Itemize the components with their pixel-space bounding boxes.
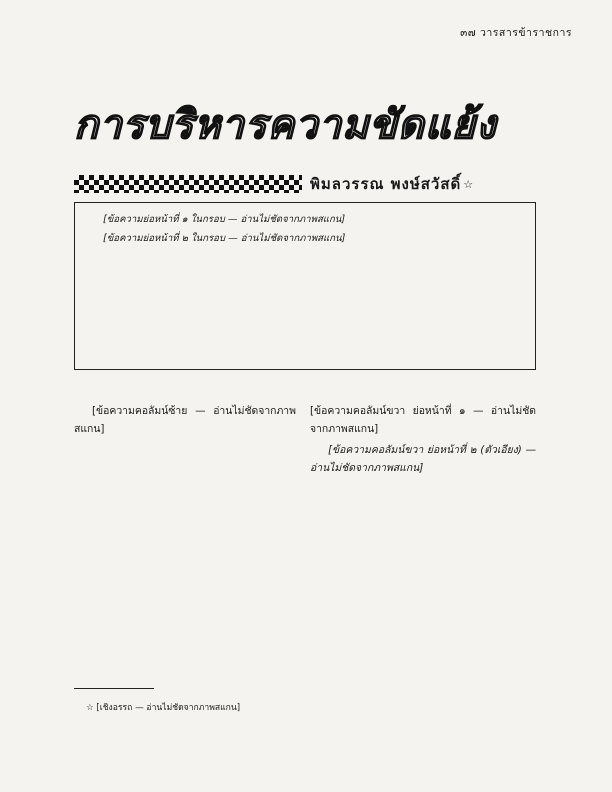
abstract-paragraph-2: [ข้อความย่อหน้าที่ ๒ ในกรอบ — อ่านไม่ชัดจากภาพสแกน] [103,233,346,244]
checker-pattern-decoration [74,175,302,193]
byline [74,172,544,196]
left-paragraph-1: [ข้อความคอลัมน์ซ้าย — อ่านไม่ชัดจากภาพสแกน] [74,405,296,436]
author-footnote-mark: ☆ [463,177,474,191]
right-paragraph-2: [ข้อความคอลัมน์ขวา ย่อหน้าที่ ๒ (ตัวเอียง) — อ่านไม่ชัดจากภาพสแกน] [310,443,536,475]
body-left-column [74,402,296,441]
article-title: การบริหารความขัดแย้ง [74,102,497,148]
abstract-paragraph-1: [ข้อความย่อหน้าที่ ๑ ในกรอบ — อ่านไม่ชัดจากภาพสแกน] [103,214,346,225]
body-right-column [310,402,536,480]
footnote-divider [74,688,154,689]
right-paragraph-1: [ข้อความคอลัมน์ขวา ย่อหน้าที่ ๑ — อ่านไม่ชัดจากภาพสแกน] [310,405,536,436]
abstract-box [74,202,536,370]
author-name: พิมลวรรณ พงษ์สวัสดิ์ [310,175,462,193]
footnote: ☆ [เชิงอรรถ — อ่านไม่ชัดจากภาพสแกน] [86,703,241,713]
page-header: ๓๗ วารสารข้าราชการ [460,27,572,39]
